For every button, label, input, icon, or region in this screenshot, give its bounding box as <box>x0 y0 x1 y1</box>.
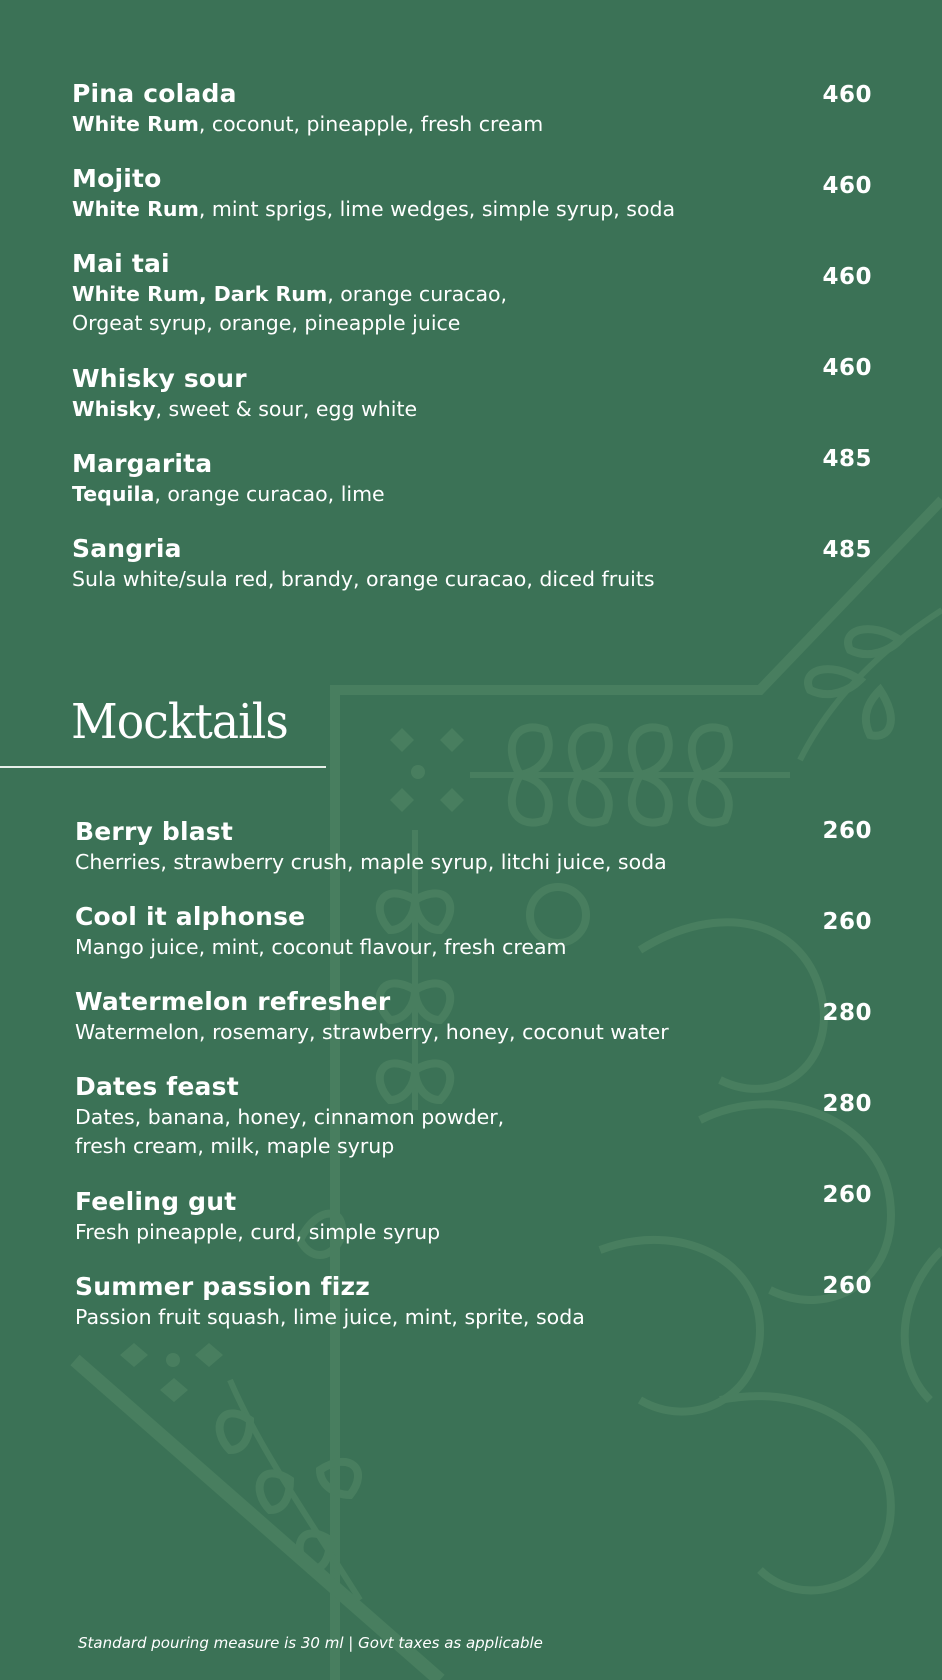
item-description <box>72 195 872 224</box>
item-description <box>72 565 872 594</box>
item-ingredients: , orange curacao, lime <box>154 482 385 506</box>
item-name: Berry blast <box>75 817 234 846</box>
item-name: Feeling gut <box>75 1187 237 1216</box>
menu-item-margarita <box>72 448 872 509</box>
item-description <box>75 1103 875 1161</box>
menu-item-summer-passion-fizz <box>75 1271 875 1332</box>
section-divider <box>0 766 326 768</box>
item-spirit: White Rum, Dark Rum <box>72 282 328 306</box>
menu-item-feeling-gut <box>75 1186 875 1247</box>
item-price: 260 <box>822 818 872 844</box>
item-ingredients: Dates, banana, honey, cinnamon powder, <box>75 1105 505 1129</box>
item-ingredients: , mint sprigs, lime wedges, simple syrup, soda <box>198 197 676 221</box>
item-price: 280 <box>822 1091 872 1117</box>
item-name: Mai tai <box>72 249 170 278</box>
menu-item-cool-it-alphonse <box>75 901 875 962</box>
item-price: 260 <box>822 909 872 935</box>
item-price: 460 <box>822 355 872 381</box>
item-price: 460 <box>822 82 872 108</box>
item-description <box>75 1303 875 1332</box>
item-ingredients: , orange curacao, <box>327 282 508 306</box>
item-ingredients: Sula white/sula red, brandy, orange curacao, diced fruits <box>72 567 655 591</box>
item-name: Mojito <box>72 164 162 193</box>
item-spirit: Tequila <box>72 482 155 506</box>
item-ingredients: Watermelon, rosemary, strawberry, honey, coconut water <box>75 1020 669 1044</box>
item-price: 460 <box>822 264 872 290</box>
menu-item-watermelon-refresher <box>75 986 875 1047</box>
item-price: 260 <box>822 1273 872 1299</box>
item-price: 485 <box>822 537 872 563</box>
item-name: Whisky sour <box>72 364 247 393</box>
item-description <box>75 1218 875 1247</box>
item-ingredients: fresh cream, milk, maple syrup <box>75 1134 395 1158</box>
section-title-mocktails: Mocktails <box>71 694 288 750</box>
menu-item-berry-blast <box>75 816 875 877</box>
item-ingredients: Fresh pineapple, curd, simple syrup <box>75 1220 441 1244</box>
footer-note: Standard pouring measure is 30 ml | Govt taxes as applicable <box>78 1634 543 1652</box>
item-description <box>72 280 872 338</box>
item-ingredients: , sweet & sour, egg white <box>155 397 418 421</box>
item-name: Sangria <box>72 534 182 563</box>
item-description <box>75 848 875 877</box>
item-name: Margarita <box>72 449 213 478</box>
item-description <box>72 480 872 509</box>
item-spirit: White Rum <box>72 112 199 136</box>
item-spirit: White Rum <box>72 197 199 221</box>
item-ingredients: Mango juice, mint, coconut flavour, fresh cream <box>75 935 567 959</box>
item-price: 260 <box>822 1182 872 1208</box>
item-description <box>75 933 875 962</box>
menu-item-mai-tai <box>72 248 872 338</box>
menu-item-mojito <box>72 163 872 224</box>
menu-item-pina-colada <box>72 78 872 139</box>
item-name: Dates feast <box>75 1072 239 1101</box>
item-ingredients: Cherries, strawberry crush, maple syrup, litchi juice, soda <box>75 850 667 874</box>
menu-item-dates-feast <box>75 1071 875 1161</box>
item-name: Watermelon refresher <box>75 987 391 1016</box>
item-name: Summer passion fizz <box>75 1272 371 1301</box>
item-ingredients: Passion fruit squash, lime juice, mint, sprite, soda <box>75 1305 585 1329</box>
item-price: 485 <box>822 446 872 472</box>
item-ingredients: Orgeat syrup, orange, pineapple juice <box>72 311 461 335</box>
item-description <box>75 1018 875 1047</box>
item-description <box>72 395 872 424</box>
item-description <box>72 110 872 139</box>
item-price: 460 <box>822 173 872 199</box>
item-name: Pina colada <box>72 79 237 108</box>
menu-item-sangria <box>72 533 872 594</box>
item-ingredients: , coconut, pineapple, fresh cream <box>198 112 544 136</box>
menu-item-whisky-sour <box>72 363 872 424</box>
item-name: Cool it alphonse <box>75 902 306 931</box>
item-spirit: Whisky <box>72 397 156 421</box>
item-price: 280 <box>822 1000 872 1026</box>
